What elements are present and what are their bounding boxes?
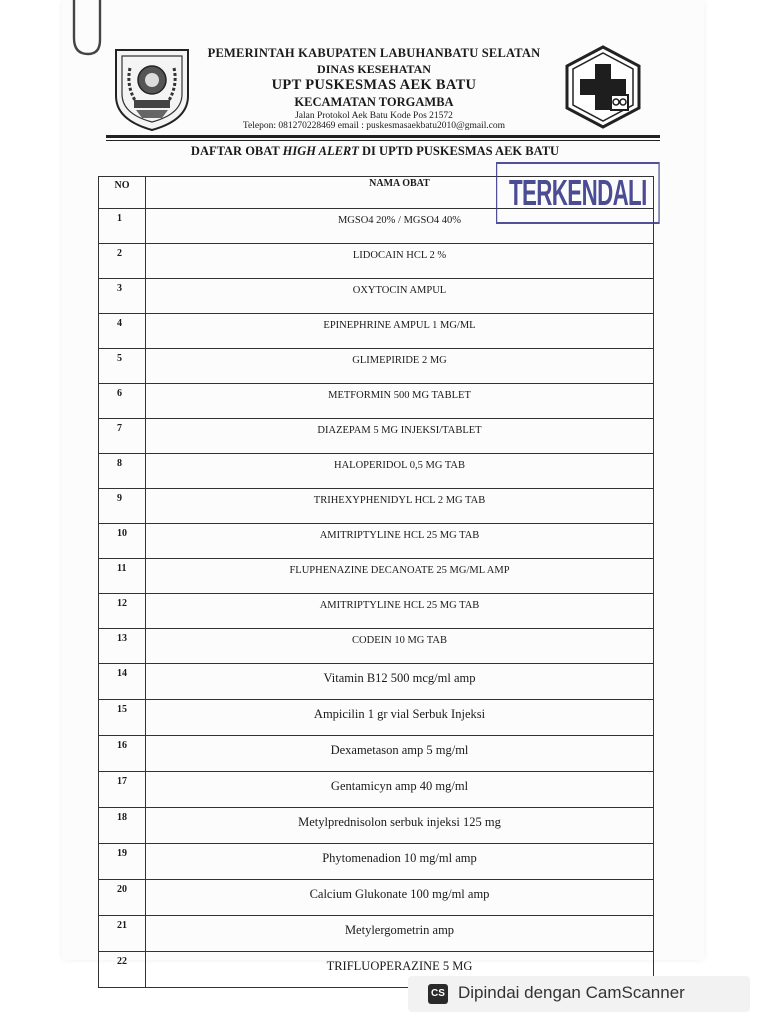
row-number: 2 (99, 244, 146, 279)
medication-name: METFORMIN 500 MG TABLET (146, 384, 654, 419)
letterhead-rule-thin (106, 140, 660, 141)
address-line: Jalan Protokol Aek Batu Kode Pos 21572 (295, 111, 453, 121)
row-number: 13 (99, 629, 146, 664)
row-number: 12 (99, 594, 146, 629)
table-row (99, 808, 654, 844)
row-number: 17 (99, 772, 146, 808)
medication-name: Metylprednisolon serbuk injeksi 125 mg (146, 808, 654, 844)
row-number: 5 (99, 349, 146, 384)
table-row (99, 489, 654, 524)
table-row (99, 664, 654, 700)
table-row (99, 524, 654, 559)
medication-name: Ampicilin 1 gr vial Serbuk Injeksi (146, 700, 654, 736)
row-number: 20 (99, 880, 146, 916)
table-row (99, 454, 654, 489)
medication-name: LIDOCAIN HCL 2 % (146, 244, 654, 279)
government-name: PEMERINTAH KABUPATEN LABUHANBATU SELATAN (207, 46, 541, 60)
medication-name: TRIHEXYPHENIDYL HCL 2 MG TAB (146, 489, 654, 524)
paper-clip-icon (68, 0, 104, 60)
document-title (100, 144, 650, 159)
table-row (99, 279, 654, 314)
medication-name: Gentamicyn amp 40 mg/ml (146, 772, 654, 808)
row-number: 3 (99, 279, 146, 314)
medication-name: Vitamin B12 500 mcg/ml amp (146, 664, 654, 700)
letterhead-rule-thick (106, 135, 660, 138)
table-row (99, 700, 654, 736)
medication-name: HALOPERIDOL 0,5 MG TAB (146, 454, 654, 489)
health-cross-emblem-icon (562, 44, 644, 130)
row-number: 11 (99, 559, 146, 594)
table-row (99, 559, 654, 594)
row-number: 6 (99, 384, 146, 419)
medication-name: Phytomenadion 10 mg/ml amp (146, 844, 654, 880)
row-number: 10 (99, 524, 146, 559)
title-prefix: DAFTAR OBAT (190, 144, 283, 158)
row-number: 14 (99, 664, 146, 700)
medication-table (98, 176, 654, 988)
medication-name: OXYTOCIN AMPUL (146, 279, 654, 314)
header-no: NO (99, 177, 146, 209)
department-name: DINAS KESEHATAN (317, 62, 431, 76)
medication-name: FLUPHENAZINE DECANOATE 25 MG/ML AMP (146, 559, 654, 594)
row-number: 15 (99, 700, 146, 736)
row-number: 21 (99, 916, 146, 952)
header-name: NAMA OBAT (146, 177, 654, 209)
table-row (99, 419, 654, 454)
medication-name: EPINEPHRINE AMPUL 1 MG/ML (146, 314, 654, 349)
row-number: 4 (99, 314, 146, 349)
row-number: 19 (99, 844, 146, 880)
table-row (99, 772, 654, 808)
table-row (99, 880, 654, 916)
medication-name: AMITRIPTYLINE HCL 25 MG TAB (146, 594, 654, 629)
controlled-stamp: TERKENDALI (496, 162, 660, 224)
medication-name: MGSO4 20% / MGSO4 40% (146, 209, 654, 244)
row-number: 8 (99, 454, 146, 489)
camscanner-badge (408, 976, 750, 1012)
regency-emblem-icon (112, 46, 192, 132)
district-name: KECAMATAN TORGAMBA (294, 95, 454, 109)
row-number: 7 (99, 419, 146, 454)
letterhead (196, 46, 552, 131)
table-row (99, 349, 654, 384)
title-emphasis: HIGH ALERT (282, 144, 359, 158)
table-row (99, 916, 654, 952)
table-row (99, 844, 654, 880)
title-suffix: DI UPTD PUSKESMAS AEK BATU (358, 144, 560, 158)
row-number: 16 (99, 736, 146, 772)
table-row (99, 594, 654, 629)
medication-name: CODEIN 10 MG TAB (146, 629, 654, 664)
row-number: 9 (99, 489, 146, 524)
medication-name: Dexametason amp 5 mg/ml (146, 736, 654, 772)
table-row (99, 384, 654, 419)
camscanner-text: Dipindai dengan CamScanner (458, 983, 685, 1002)
medication-name: DIAZEPAM 5 MG INJEKSI/TABLET (146, 419, 654, 454)
contact-line: Telepon: 081270228469 email : puskesmasaekbatu2010@gmail.com (242, 121, 506, 131)
medication-name: AMITRIPTYLINE HCL 25 MG TAB (146, 524, 654, 559)
medication-name: GLIMEPIRIDE 2 MG (146, 349, 654, 384)
camscanner-icon: CS (428, 984, 448, 1004)
table-row (99, 314, 654, 349)
medication-name: Calcium Glukonate 100 mg/ml amp (146, 880, 654, 916)
row-number: 18 (99, 808, 146, 844)
clinic-name: UPT PUSKESMAS AEK BATU (271, 77, 477, 93)
table-row (99, 736, 654, 772)
medication-name: Metylergometrin amp (146, 916, 654, 952)
table-row (99, 244, 654, 279)
table-row (99, 629, 654, 664)
medication-name: TRIFLUOPERAZINE 5 MG (146, 952, 654, 988)
row-number: 22 (99, 952, 146, 988)
row-number: 1 (99, 209, 146, 244)
